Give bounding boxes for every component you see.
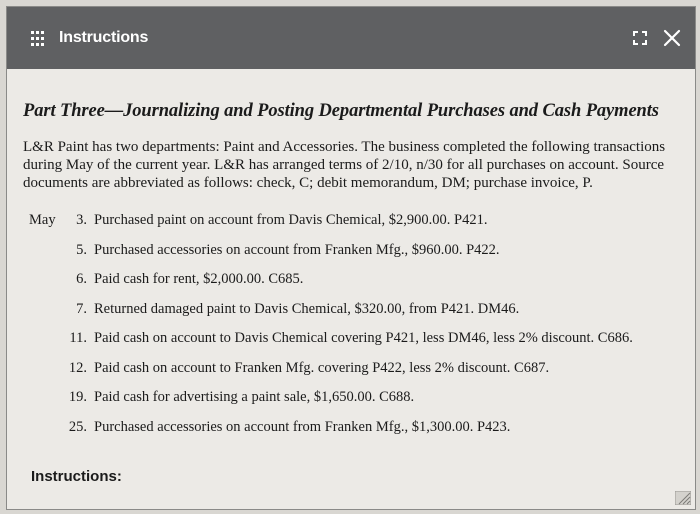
transaction-text: Paid cash for advertising a paint sale, $1,650.00. C688. [94,389,415,405]
transaction-item [23,242,681,272]
transaction-item [23,330,681,360]
transaction-item [23,360,681,390]
instructions-dialog [6,6,696,510]
transaction-text: Paid cash for rent, $2,000.00. C685. [94,271,304,287]
instructions-label: Instructions: [31,468,122,485]
drag-handle-icon[interactable] [31,30,45,46]
transaction-day: 7. [76,300,87,317]
transaction-item [23,271,681,301]
transaction-day: 19. [68,389,87,405]
transaction-day: 6. [76,271,87,287]
section-heading: Part Three—Journalizing and Posting Departmental Purchases and Cash Payments [23,101,659,121]
transaction-item [23,419,681,449]
transaction-item [23,389,681,419]
transaction-day: 12. [68,359,87,376]
transaction-day: 25. [68,418,87,435]
transaction-day: 5. [76,241,87,258]
transaction-text: Purchased accessories on account from Franken Mfg., $1,300.00. P423. [94,418,511,435]
transaction-text: Purchased paint on account from Davis Chemical, $2,900.00. P421. [94,212,488,228]
transaction-day: 11. [69,330,87,346]
expand-icon[interactable] [633,31,647,45]
dialog-content [7,69,695,448]
transaction-item [23,301,681,331]
transaction-list [23,212,681,448]
transaction-item [23,212,681,242]
transaction-month: May [29,212,56,228]
close-icon[interactable] [663,29,681,47]
intro-paragraph: L&R Paint has two departments: Paint and Accessories. The business completed the following transactions during May of the current year. L&R has arranged terms of 2/10, n/30 for all purchases on account. Source documents are abbreviated as follows: check, C; debit memorandum, DM; purchase invoice, P. [23,139,666,191]
transaction-text: Paid cash on account to Davis Chemical covering P421, less DM46, less 2% discount. C686. [94,330,633,346]
dialog-title: Instructions [59,29,149,46]
transaction-text: Paid cash on account to Franken Mfg. covering P422, less 2% discount. C687. [94,359,550,376]
dialog-titlebar[interactable] [7,7,695,69]
transaction-day: 3. [76,212,87,228]
transaction-text: Returned damaged paint to Davis Chemical, $320.00, from P421. DM46. [94,300,520,317]
resize-grip-icon[interactable] [675,491,691,505]
transaction-text: Purchased accessories on account from Franken Mfg., $960.00. P422. [94,241,500,258]
